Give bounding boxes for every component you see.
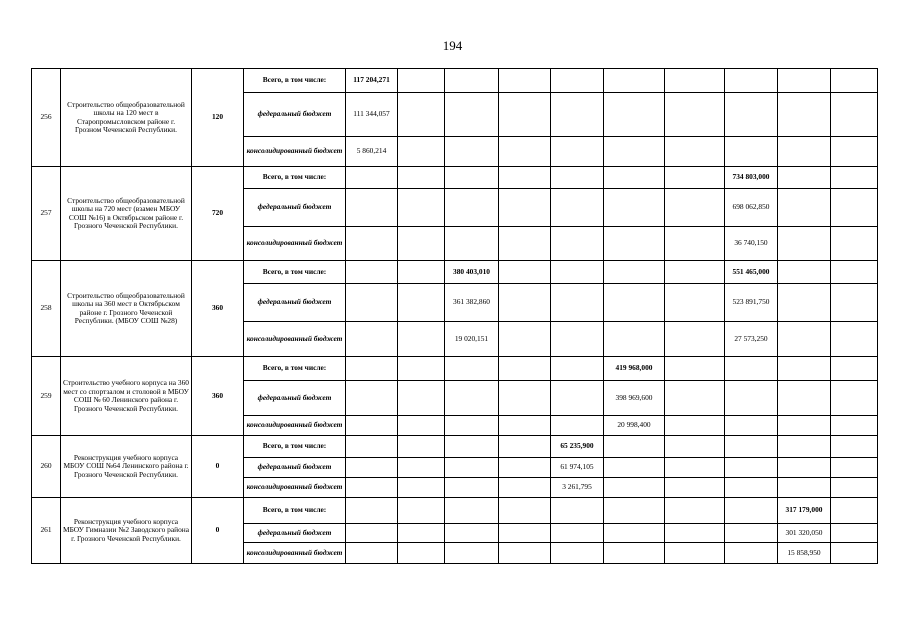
amount-cell: [346, 498, 398, 524]
amount-cell: [551, 543, 604, 564]
amount-cell: [445, 416, 499, 436]
amount-cell: [778, 436, 831, 458]
amount-cell: 65 235,900: [551, 436, 604, 458]
amount-cell: 19 020,151: [445, 322, 499, 357]
project-name: Строительство общеобразовательной школы на 720 мест (взамен МБОУ СОШ №16) в Октябрьском районе г. Грозного Чеченской Республики.: [61, 167, 192, 261]
amount-cell: [665, 284, 725, 322]
total-label: Всего, в том числе:: [244, 167, 346, 189]
amount-cell: 317 179,000: [778, 498, 831, 524]
consolidated-label: консолидированный бюджет: [244, 416, 346, 436]
project-capacity: 0: [192, 436, 244, 498]
amount-cell: [398, 93, 445, 137]
amount-cell: [551, 284, 604, 322]
amount-cell: [499, 284, 551, 322]
amount-cell: [398, 357, 445, 381]
federal-label: федеральный бюджет: [244, 381, 346, 416]
amount-cell: [445, 543, 499, 564]
amount-cell: [398, 416, 445, 436]
amount-cell: [346, 357, 398, 381]
amount-cell: [346, 478, 398, 498]
project-number: 257: [32, 167, 61, 261]
amount-cell: [445, 69, 499, 93]
amount-cell: [445, 498, 499, 524]
amount-cell: [778, 458, 831, 478]
amount-cell: [604, 436, 665, 458]
amount-cell: [346, 543, 398, 564]
amount-cell: [665, 543, 725, 564]
total-row: [32, 69, 878, 93]
amount-cell: [346, 458, 398, 478]
amount-cell: [551, 261, 604, 284]
amount-cell: [604, 189, 665, 227]
amount-cell: [445, 357, 499, 381]
amount-cell: [551, 381, 604, 416]
amount-cell: [398, 322, 445, 357]
empty-cell: [831, 416, 878, 436]
amount-cell: [445, 436, 499, 458]
total-row: [32, 357, 878, 381]
total-label: Всего, в том числе:: [244, 436, 346, 458]
amount-cell: [551, 524, 604, 543]
amount-cell: [665, 322, 725, 357]
amount-cell: [499, 524, 551, 543]
amount-cell: [551, 498, 604, 524]
consolidated-label: консолидированный бюджет: [244, 137, 346, 167]
amount-cell: [778, 381, 831, 416]
amount-cell: [725, 524, 778, 543]
project-name: Строительство учебного корпуса на 360 мест со спортзалом и столовой в МБОУ СОШ № 60 Ленинского района г. Грозного Чеченской Республики.: [61, 357, 192, 436]
empty-cell: [831, 69, 878, 93]
empty-cell: [831, 357, 878, 381]
amount-cell: [398, 261, 445, 284]
total-label: Всего, в том числе:: [244, 498, 346, 524]
amount-cell: [398, 227, 445, 261]
amount-cell: [778, 167, 831, 189]
amount-cell: [778, 284, 831, 322]
amount-cell: 15 858,950: [778, 543, 831, 564]
amount-cell: [499, 137, 551, 167]
empty-cell: [831, 322, 878, 357]
project-capacity: 0: [192, 498, 244, 564]
empty-cell: [831, 436, 878, 458]
amount-cell: [398, 543, 445, 564]
amount-cell: 27 573,250: [725, 322, 778, 357]
amount-cell: [604, 543, 665, 564]
project-number: 256: [32, 69, 61, 167]
consolidated-label: консолидированный бюджет: [244, 227, 346, 261]
total-label: Всего, в том числе:: [244, 261, 346, 284]
amount-cell: [665, 189, 725, 227]
amount-cell: [551, 227, 604, 261]
amount-cell: [551, 167, 604, 189]
amount-cell: [398, 167, 445, 189]
amount-cell: [398, 436, 445, 458]
amount-cell: [551, 322, 604, 357]
amount-cell: [398, 381, 445, 416]
amount-cell: [346, 284, 398, 322]
amount-cell: [604, 93, 665, 137]
empty-cell: [831, 167, 878, 189]
empty-cell: [831, 381, 878, 416]
amount-cell: [778, 416, 831, 436]
amount-cell: [445, 189, 499, 227]
amount-cell: [665, 167, 725, 189]
amount-cell: [604, 227, 665, 261]
amount-cell: [346, 524, 398, 543]
amount-cell: [346, 189, 398, 227]
empty-cell: [831, 261, 878, 284]
empty-cell: [831, 543, 878, 564]
amount-cell: [778, 478, 831, 498]
amount-cell: [445, 524, 499, 543]
project-number: 258: [32, 261, 61, 357]
amount-cell: 361 382,860: [445, 284, 499, 322]
amount-cell: [346, 261, 398, 284]
amount-cell: [499, 416, 551, 436]
amount-cell: [398, 498, 445, 524]
federal-label: федеральный бюджет: [244, 93, 346, 137]
amount-cell: [398, 69, 445, 93]
amount-cell: [499, 436, 551, 458]
amount-cell: [551, 69, 604, 93]
total-row: [32, 498, 878, 524]
amount-cell: [725, 543, 778, 564]
amount-cell: [499, 498, 551, 524]
project-name: Реконструкция учебного корпуса МБОУ Гимназии №2 Заводского района г. Грозного Чеченской Республики.: [61, 498, 192, 564]
amount-cell: [665, 137, 725, 167]
amount-cell: [551, 137, 604, 167]
amount-cell: [778, 137, 831, 167]
amount-cell: 36 740,150: [725, 227, 778, 261]
amount-cell: [499, 189, 551, 227]
amount-cell: [665, 436, 725, 458]
amount-cell: 419 968,000: [604, 357, 665, 381]
project-name: Строительство общеобразовательной школы на 360 мест в Октябрьском районе г. Грозного Чеченской Республики. (МБОУ СОШ №28): [61, 261, 192, 357]
empty-cell: [831, 93, 878, 137]
project-number: 261: [32, 498, 61, 564]
amount-cell: 398 969,600: [604, 381, 665, 416]
amount-cell: [665, 458, 725, 478]
amount-cell: 301 320,050: [778, 524, 831, 543]
amount-cell: [604, 284, 665, 322]
empty-cell: [831, 478, 878, 498]
amount-cell: [725, 436, 778, 458]
amount-cell: 698 062,850: [725, 189, 778, 227]
amount-cell: [499, 458, 551, 478]
amount-cell: [398, 284, 445, 322]
empty-cell: [831, 189, 878, 227]
amount-cell: [499, 227, 551, 261]
amount-cell: [499, 357, 551, 381]
amount-cell: [604, 478, 665, 498]
amount-cell: [725, 93, 778, 137]
amount-cell: 5 860,214: [346, 137, 398, 167]
budget-table: [31, 68, 878, 564]
amount-cell: 20 998,400: [604, 416, 665, 436]
amount-cell: [665, 498, 725, 524]
amount-cell: [725, 416, 778, 436]
amount-cell: [499, 167, 551, 189]
empty-cell: [831, 458, 878, 478]
consolidated-label: консолидированный бюджет: [244, 322, 346, 357]
amount-cell: [665, 478, 725, 498]
amount-cell: 734 803,000: [725, 167, 778, 189]
amount-cell: 61 974,105: [551, 458, 604, 478]
amount-cell: [551, 189, 604, 227]
amount-cell: [398, 458, 445, 478]
empty-cell: [831, 498, 878, 524]
amount-cell: [346, 436, 398, 458]
empty-cell: [831, 524, 878, 543]
amount-cell: [499, 381, 551, 416]
amount-cell: [445, 227, 499, 261]
consolidated-label: консолидированный бюджет: [244, 478, 346, 498]
amount-cell: [604, 524, 665, 543]
amount-cell: [778, 261, 831, 284]
total-label: Всего, в том числе:: [244, 357, 346, 381]
amount-cell: [778, 69, 831, 93]
amount-cell: [725, 69, 778, 93]
amount-cell: [346, 416, 398, 436]
project-capacity: 360: [192, 357, 244, 436]
amount-cell: [725, 357, 778, 381]
amount-cell: [445, 381, 499, 416]
amount-cell: 523 891,750: [725, 284, 778, 322]
amount-cell: [499, 543, 551, 564]
total-label: Всего, в том числе:: [244, 69, 346, 93]
amount-cell: [778, 322, 831, 357]
amount-cell: [665, 261, 725, 284]
amount-cell: [604, 322, 665, 357]
amount-cell: [346, 322, 398, 357]
amount-cell: [665, 93, 725, 137]
amount-cell: [346, 381, 398, 416]
amount-cell: [604, 137, 665, 167]
project-number: 260: [32, 436, 61, 498]
page-number: 194: [442, 38, 463, 53]
amount-cell: [665, 357, 725, 381]
amount-cell: [725, 137, 778, 167]
project-capacity: 360: [192, 261, 244, 357]
amount-cell: [778, 189, 831, 227]
amount-cell: [499, 261, 551, 284]
federal-label: федеральный бюджет: [244, 189, 346, 227]
amount-cell: [398, 137, 445, 167]
amount-cell: [604, 69, 665, 93]
amount-cell: [398, 478, 445, 498]
federal-label: федеральный бюджет: [244, 458, 346, 478]
amount-cell: [346, 227, 398, 261]
amount-cell: 111 344,057: [346, 93, 398, 137]
amount-cell: [445, 458, 499, 478]
amount-cell: [604, 261, 665, 284]
amount-cell: [778, 93, 831, 137]
amount-cell: [346, 167, 398, 189]
amount-cell: [445, 137, 499, 167]
amount-cell: [398, 189, 445, 227]
amount-cell: [551, 93, 604, 137]
project-name: Реконструкция учебного корпуса МБОУ СОШ №64 Ленинского района г. Грозного Чеченской Республики.: [61, 436, 192, 498]
amount-cell: 380 403,010: [445, 261, 499, 284]
amount-cell: [499, 322, 551, 357]
amount-cell: [725, 458, 778, 478]
project-number: 259: [32, 357, 61, 436]
federal-label: федеральный бюджет: [244, 284, 346, 322]
project-name: Строительство общеобразовательной школы на 120 мест в Старопромысловском районе г. Грозном Чеченской Республики.: [61, 69, 192, 167]
amount-cell: [445, 93, 499, 137]
total-row: [32, 167, 878, 189]
amount-cell: [725, 381, 778, 416]
amount-cell: [551, 357, 604, 381]
total-row: [32, 436, 878, 458]
amount-cell: [604, 498, 665, 524]
amount-cell: [778, 227, 831, 261]
amount-cell: 3 261,795: [551, 478, 604, 498]
empty-cell: [831, 227, 878, 261]
consolidated-label: консолидированный бюджет: [244, 543, 346, 564]
amount-cell: [604, 458, 665, 478]
amount-cell: [499, 478, 551, 498]
project-capacity: 720: [192, 167, 244, 261]
amount-cell: [445, 478, 499, 498]
amount-cell: [499, 93, 551, 137]
total-row: [32, 261, 878, 284]
empty-cell: [831, 137, 878, 167]
amount-cell: [665, 227, 725, 261]
amount-cell: [665, 524, 725, 543]
amount-cell: [604, 167, 665, 189]
amount-cell: 117 204,271: [346, 69, 398, 93]
amount-cell: [551, 416, 604, 436]
amount-cell: [725, 478, 778, 498]
project-capacity: 120: [192, 69, 244, 167]
amount-cell: [445, 167, 499, 189]
amount-cell: [725, 498, 778, 524]
empty-cell: [831, 284, 878, 322]
amount-cell: [665, 381, 725, 416]
amount-cell: [665, 416, 725, 436]
amount-cell: [499, 69, 551, 93]
amount-cell: [665, 69, 725, 93]
amount-cell: [398, 524, 445, 543]
federal-label: федеральный бюджет: [244, 524, 346, 543]
amount-cell: [778, 357, 831, 381]
amount-cell: 551 465,000: [725, 261, 778, 284]
